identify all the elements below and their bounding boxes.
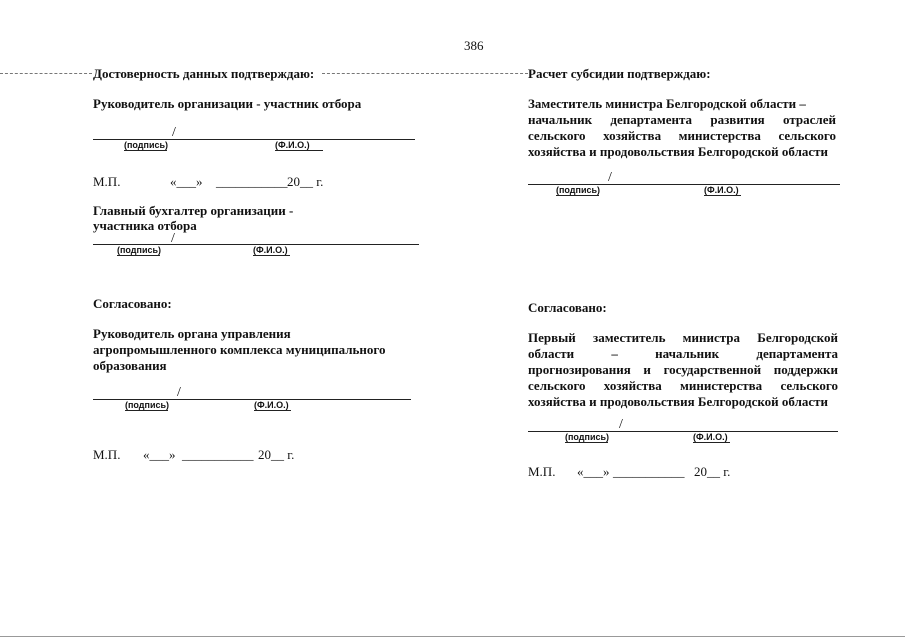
caption-underline xyxy=(556,195,599,196)
name-caption: (Ф.И.О.) xyxy=(253,245,288,255)
left-agreed-heading: Согласовано: xyxy=(93,296,172,311)
caption-underline xyxy=(254,410,291,411)
first-deputy-title-5: хозяйства и продовольствия Белгородской области xyxy=(528,394,829,409)
signature-slash: / xyxy=(171,231,175,246)
page-number: 386 xyxy=(464,38,484,53)
date-year: 20__ г. xyxy=(258,447,295,462)
signature-caption: (подпись) xyxy=(124,140,169,150)
stamp-label: М.П. xyxy=(528,464,556,479)
agro-head-title-1: Руководитель органа управления xyxy=(93,326,291,341)
caption-underline xyxy=(565,442,608,443)
signature-caption: (подпись) xyxy=(117,245,162,255)
signature-caption: (подпись) xyxy=(565,432,610,442)
signature-slash: / xyxy=(608,170,612,185)
first-deputy-title-4: сельского хозяйства министерства сельского xyxy=(528,378,838,393)
date-day: «___» xyxy=(577,464,610,479)
caption-underline xyxy=(117,255,160,256)
right-confirm-header: Расчет субсидии подтверждаю: xyxy=(528,66,711,81)
deputy-title-2: начальник департамента развития отраслей xyxy=(528,112,836,127)
signature-slash: / xyxy=(619,417,623,432)
agro-head-title-3: образования xyxy=(93,358,167,373)
scan-artifact-line-left xyxy=(0,73,92,74)
scan-artifact-line-mid xyxy=(322,73,528,74)
first-deputy-title-3: прогнозирования и государственной поддержки xyxy=(528,362,838,377)
date-year: 20__ г. xyxy=(287,174,324,189)
first-deputy-title-1: Первый заместитель министра Белгородской xyxy=(528,330,838,345)
date-year: 20__ г. xyxy=(694,464,731,479)
caption-underline xyxy=(253,255,290,256)
deputy-title-1: Заместитель министра Белгородской области – xyxy=(528,96,806,111)
caption-underline xyxy=(275,150,323,151)
caption-underline xyxy=(124,150,167,151)
left-confirm-header: Достоверность данных подтверждаю: xyxy=(93,66,315,81)
deputy-title-3: сельского хозяйства министерства сельского xyxy=(528,128,836,143)
caption-underline xyxy=(693,442,730,443)
signature-slash: / xyxy=(172,125,176,140)
date-month-blank: ___________ xyxy=(182,447,254,462)
stamp-label: М.П. xyxy=(93,174,121,189)
name-caption: (Ф.И.О.) xyxy=(693,432,728,442)
caption-underline xyxy=(125,410,168,411)
agro-head-title-2: агропромышленного комплекса муниципального xyxy=(93,342,386,357)
name-caption: (Ф.И.О.) xyxy=(254,400,289,410)
chief-accountant-title-1: Главный бухгалтер организации - xyxy=(93,203,294,218)
signature-caption: (подпись) xyxy=(125,400,170,410)
date-day: «___» xyxy=(170,174,203,189)
signature-slash: / xyxy=(177,385,181,400)
deputy-title-4: хозяйства и продовольствия Белгородской области xyxy=(528,144,829,159)
signature-caption: (подпись) xyxy=(556,185,601,195)
date-month-blank: ___________ xyxy=(613,464,685,479)
date-month-blank: ___________ xyxy=(216,174,288,189)
first-deputy-title-2: области – начальник департамента xyxy=(528,346,838,361)
right-agreed-heading: Согласовано: xyxy=(528,300,607,315)
name-caption: (Ф.И.О.) xyxy=(704,185,739,195)
name-caption: (Ф.И.О.) xyxy=(275,140,310,150)
chief-accountant-title-2: участника отбора xyxy=(93,218,197,233)
stamp-label: М.П. xyxy=(93,447,121,462)
date-day: «___» xyxy=(143,447,176,462)
left-head-org-title: Руководитель организации - участник отбора xyxy=(93,96,362,111)
scan-artifact-bottom-line xyxy=(0,636,905,637)
caption-underline xyxy=(704,195,741,196)
